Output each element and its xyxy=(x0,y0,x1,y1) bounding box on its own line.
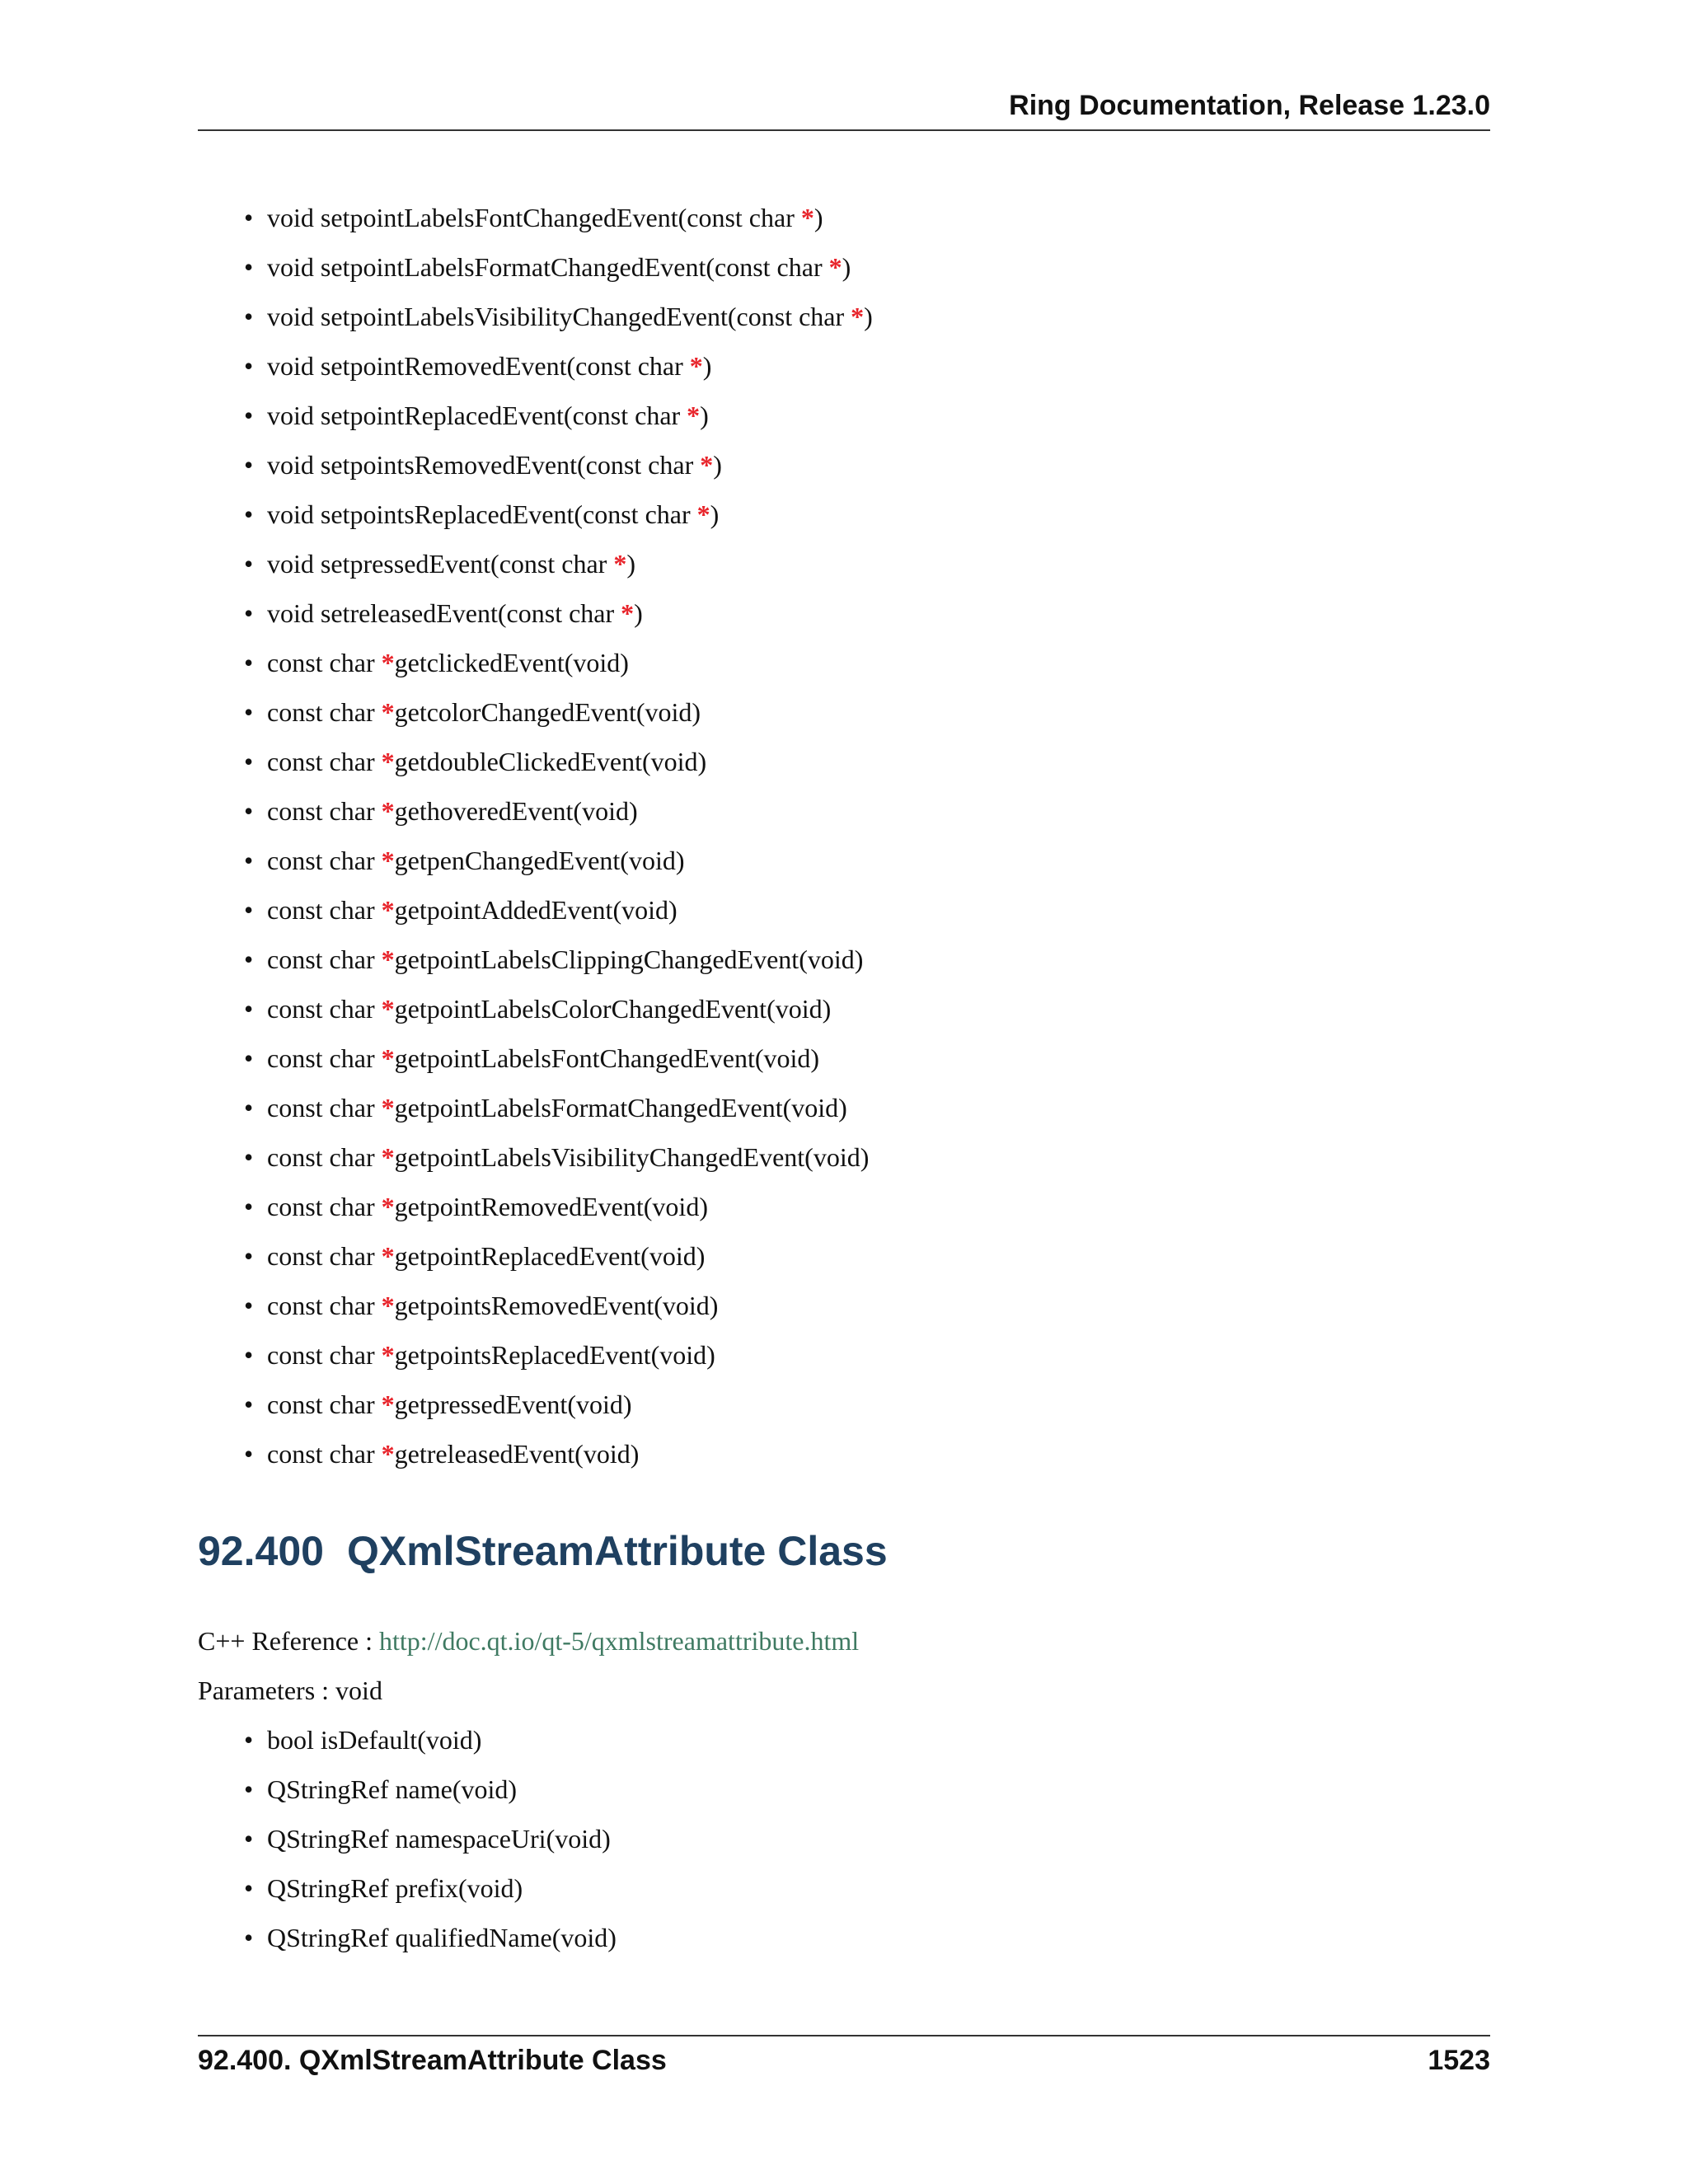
pointer-star: * xyxy=(381,648,395,677)
bullet-icon: • xyxy=(244,1241,254,1271)
method-text: const char xyxy=(267,1192,382,1221)
bullet-icon: • xyxy=(244,351,254,381)
section-title-text: QXmlStreamAttribute Class xyxy=(346,1528,888,1574)
method-item xyxy=(244,1429,1480,1479)
method-item xyxy=(244,885,1480,935)
bullet-icon: • xyxy=(244,1192,254,1221)
method-text: void setpressedEvent(const char xyxy=(267,549,614,579)
bullet-icon: • xyxy=(244,499,254,529)
page-number: 1523 xyxy=(1428,2045,1490,2076)
method-text: ) xyxy=(864,302,873,331)
method-text: void setpointRemovedEvent(const char xyxy=(267,351,690,381)
pointer-star: * xyxy=(828,252,842,282)
method-item xyxy=(244,1380,1480,1429)
pointer-star: * xyxy=(613,549,627,579)
pointer-star: * xyxy=(700,450,714,480)
cpp-reference-label: C++ Reference : xyxy=(198,1626,379,1656)
pointer-star: * xyxy=(381,1192,395,1221)
cpp-reference xyxy=(198,1624,859,1657)
method-item xyxy=(244,836,1480,885)
bullet-icon: • xyxy=(244,203,254,232)
method-text: const char xyxy=(267,1390,382,1419)
bullet-icon: • xyxy=(244,1340,254,1370)
bullet-icon: • xyxy=(244,994,254,1024)
method-text: getpointAddedEvent(void) xyxy=(394,895,678,925)
pointer-star: * xyxy=(621,598,635,628)
method-item xyxy=(244,1033,1480,1083)
method-text: const char xyxy=(267,697,382,727)
pointer-star: * xyxy=(689,351,703,381)
pointer-star: * xyxy=(381,895,395,925)
section-heading xyxy=(198,1526,888,1576)
method-item xyxy=(244,193,1480,242)
method-list-previous-class xyxy=(244,193,1480,1479)
method-item xyxy=(244,1330,1480,1380)
bullet-icon: • xyxy=(244,1725,254,1755)
method-item xyxy=(244,1132,1480,1182)
method-text: const char xyxy=(267,796,382,826)
bullet-icon: • xyxy=(244,1873,254,1903)
method-text: const char xyxy=(267,1439,382,1469)
method-item xyxy=(244,1863,1480,1913)
bullet-icon: • xyxy=(244,796,254,826)
method-text: const char xyxy=(267,1142,382,1172)
pointer-star: * xyxy=(381,1142,395,1172)
method-text: const char xyxy=(267,747,382,776)
bullet-icon: • xyxy=(244,846,254,875)
method-text: ) xyxy=(700,401,709,430)
method-text: void setpointLabelsFontChangedEvent(const char xyxy=(267,203,801,232)
method-item xyxy=(244,1814,1480,1863)
bullet-icon: • xyxy=(244,1774,254,1804)
pointer-star: * xyxy=(381,1439,395,1469)
pointer-star: * xyxy=(696,499,710,529)
method-text: const char xyxy=(267,895,382,925)
method-text: bool isDefault(void) xyxy=(267,1725,482,1755)
method-item xyxy=(244,1913,1480,1962)
bullet-icon: • xyxy=(244,252,254,282)
method-text: ) xyxy=(814,203,823,232)
method-text: ) xyxy=(634,598,643,628)
method-item xyxy=(244,292,1480,341)
bullet-icon: • xyxy=(244,944,254,974)
method-text: getcolorChangedEvent(void) xyxy=(394,697,701,727)
pointer-star: * xyxy=(381,1340,395,1370)
method-text: void setpointLabelsFormatChangedEvent(const char xyxy=(267,252,829,282)
method-text: void setpointLabelsVisibilityChangedEvent(const char xyxy=(267,302,851,331)
bullet-icon: • xyxy=(244,1923,254,1952)
bullet-icon: • xyxy=(244,450,254,480)
method-text: getreleasedEvent(void) xyxy=(394,1439,640,1469)
parameters-label: Parameters : xyxy=(198,1675,336,1705)
parameters-line xyxy=(198,1674,382,1707)
pointer-star: * xyxy=(800,203,814,232)
bullet-icon: • xyxy=(244,1390,254,1419)
header-rule xyxy=(198,129,1490,131)
method-text: QStringRef prefix(void) xyxy=(267,1873,523,1903)
footer-rule xyxy=(198,2035,1490,2036)
bullet-icon: • xyxy=(244,1142,254,1172)
method-item xyxy=(244,490,1480,539)
bullet-icon: • xyxy=(244,549,254,579)
bullet-icon: • xyxy=(244,895,254,925)
method-text: getpointRemovedEvent(void) xyxy=(394,1192,708,1221)
method-item xyxy=(244,786,1480,836)
pointer-star: * xyxy=(381,994,395,1024)
method-text: void setpointReplacedEvent(const char xyxy=(267,401,687,430)
method-text: gethoveredEvent(void) xyxy=(394,796,638,826)
method-item xyxy=(244,984,1480,1033)
method-text: getpointsReplacedEvent(void) xyxy=(394,1340,715,1370)
method-item xyxy=(244,539,1480,588)
parameters-value: void xyxy=(335,1675,382,1705)
method-item xyxy=(244,737,1480,786)
method-text: getpressedEvent(void) xyxy=(394,1390,632,1419)
method-item xyxy=(244,588,1480,638)
method-text: void setreleasedEvent(const char xyxy=(267,598,621,628)
method-item xyxy=(244,1231,1480,1281)
pointer-star: * xyxy=(381,697,395,727)
method-item xyxy=(244,242,1480,292)
method-text: ) xyxy=(626,549,635,579)
method-text: const char xyxy=(267,1340,382,1370)
pointer-star: * xyxy=(381,796,395,826)
bullet-icon: • xyxy=(244,1291,254,1320)
method-item xyxy=(244,1281,1480,1330)
method-text: const char xyxy=(267,1241,382,1271)
pointer-star: * xyxy=(687,401,701,430)
pointer-star: * xyxy=(381,1291,395,1320)
method-text: getpointLabelsClippingChangedEvent(void) xyxy=(394,944,864,974)
bullet-icon: • xyxy=(244,401,254,430)
method-item xyxy=(244,391,1480,440)
method-item xyxy=(244,1715,1480,1765)
pointer-star: * xyxy=(381,944,395,974)
method-text: const char xyxy=(267,648,382,677)
method-item xyxy=(244,638,1480,687)
cpp-reference-link[interactable]: http://doc.qt.io/qt-5/qxmlstreamattribute.html xyxy=(379,1626,860,1656)
method-text: getpointsRemovedEvent(void) xyxy=(394,1291,719,1320)
method-list-qxmlstreamattribute xyxy=(244,1715,1480,1962)
bullet-icon: • xyxy=(244,302,254,331)
bullet-icon: • xyxy=(244,1043,254,1073)
method-text: getpointReplacedEvent(void) xyxy=(394,1241,706,1271)
method-item xyxy=(244,440,1480,490)
method-text: getdoubleClickedEvent(void) xyxy=(394,747,707,776)
bullet-icon: • xyxy=(244,747,254,776)
bullet-icon: • xyxy=(244,1824,254,1854)
method-text: void setpointsReplacedEvent(const char xyxy=(267,499,697,529)
method-text: const char xyxy=(267,994,382,1024)
method-text: ) xyxy=(710,499,720,529)
method-item xyxy=(244,687,1480,737)
footer-section-title: 92.400. QXmlStreamAttribute Class xyxy=(198,2045,667,2076)
bullet-icon: • xyxy=(244,1439,254,1469)
method-text: const char xyxy=(267,1043,382,1073)
bullet-icon: • xyxy=(244,697,254,727)
method-text: getpointLabelsColorChangedEvent(void) xyxy=(394,994,832,1024)
bullet-icon: • xyxy=(244,598,254,628)
pointer-star: * xyxy=(381,1093,395,1122)
method-text: const char xyxy=(267,944,382,974)
method-text: ) xyxy=(702,351,712,381)
bullet-icon: • xyxy=(244,648,254,677)
method-text: void setpointsRemovedEvent(const char xyxy=(267,450,701,480)
method-item xyxy=(244,1182,1480,1231)
method-text: QStringRef name(void) xyxy=(267,1774,518,1804)
method-item xyxy=(244,341,1480,391)
method-item xyxy=(244,935,1480,984)
method-text: ) xyxy=(842,252,851,282)
pointer-star: * xyxy=(381,1390,395,1419)
pointer-star: * xyxy=(381,747,395,776)
bullet-icon: • xyxy=(244,1093,254,1122)
method-item xyxy=(244,1765,1480,1814)
method-text: ) xyxy=(713,450,722,480)
method-text: const char xyxy=(267,1291,382,1320)
section-number: 92.400 xyxy=(198,1528,324,1574)
method-text: getclickedEvent(void) xyxy=(394,648,629,677)
method-text: getpointLabelsFontChangedEvent(void) xyxy=(394,1043,820,1073)
pointer-star: * xyxy=(381,1241,395,1271)
method-text: const char xyxy=(267,846,382,875)
method-text: const char xyxy=(267,1093,382,1122)
method-text: getpointLabelsVisibilityChangedEvent(void) xyxy=(394,1142,870,1172)
method-text: getpenChangedEvent(void) xyxy=(394,846,685,875)
pointer-star: * xyxy=(381,1043,395,1073)
method-text: QStringRef namespaceUri(void) xyxy=(267,1824,611,1854)
pointer-star: * xyxy=(381,846,395,875)
pointer-star: * xyxy=(851,302,865,331)
page-header: Ring Documentation, Release 1.23.0 xyxy=(1009,90,1490,121)
method-item xyxy=(244,1083,1480,1132)
method-text: getpointLabelsFormatChangedEvent(void) xyxy=(394,1093,847,1122)
method-text: QStringRef qualifiedName(void) xyxy=(267,1923,617,1952)
